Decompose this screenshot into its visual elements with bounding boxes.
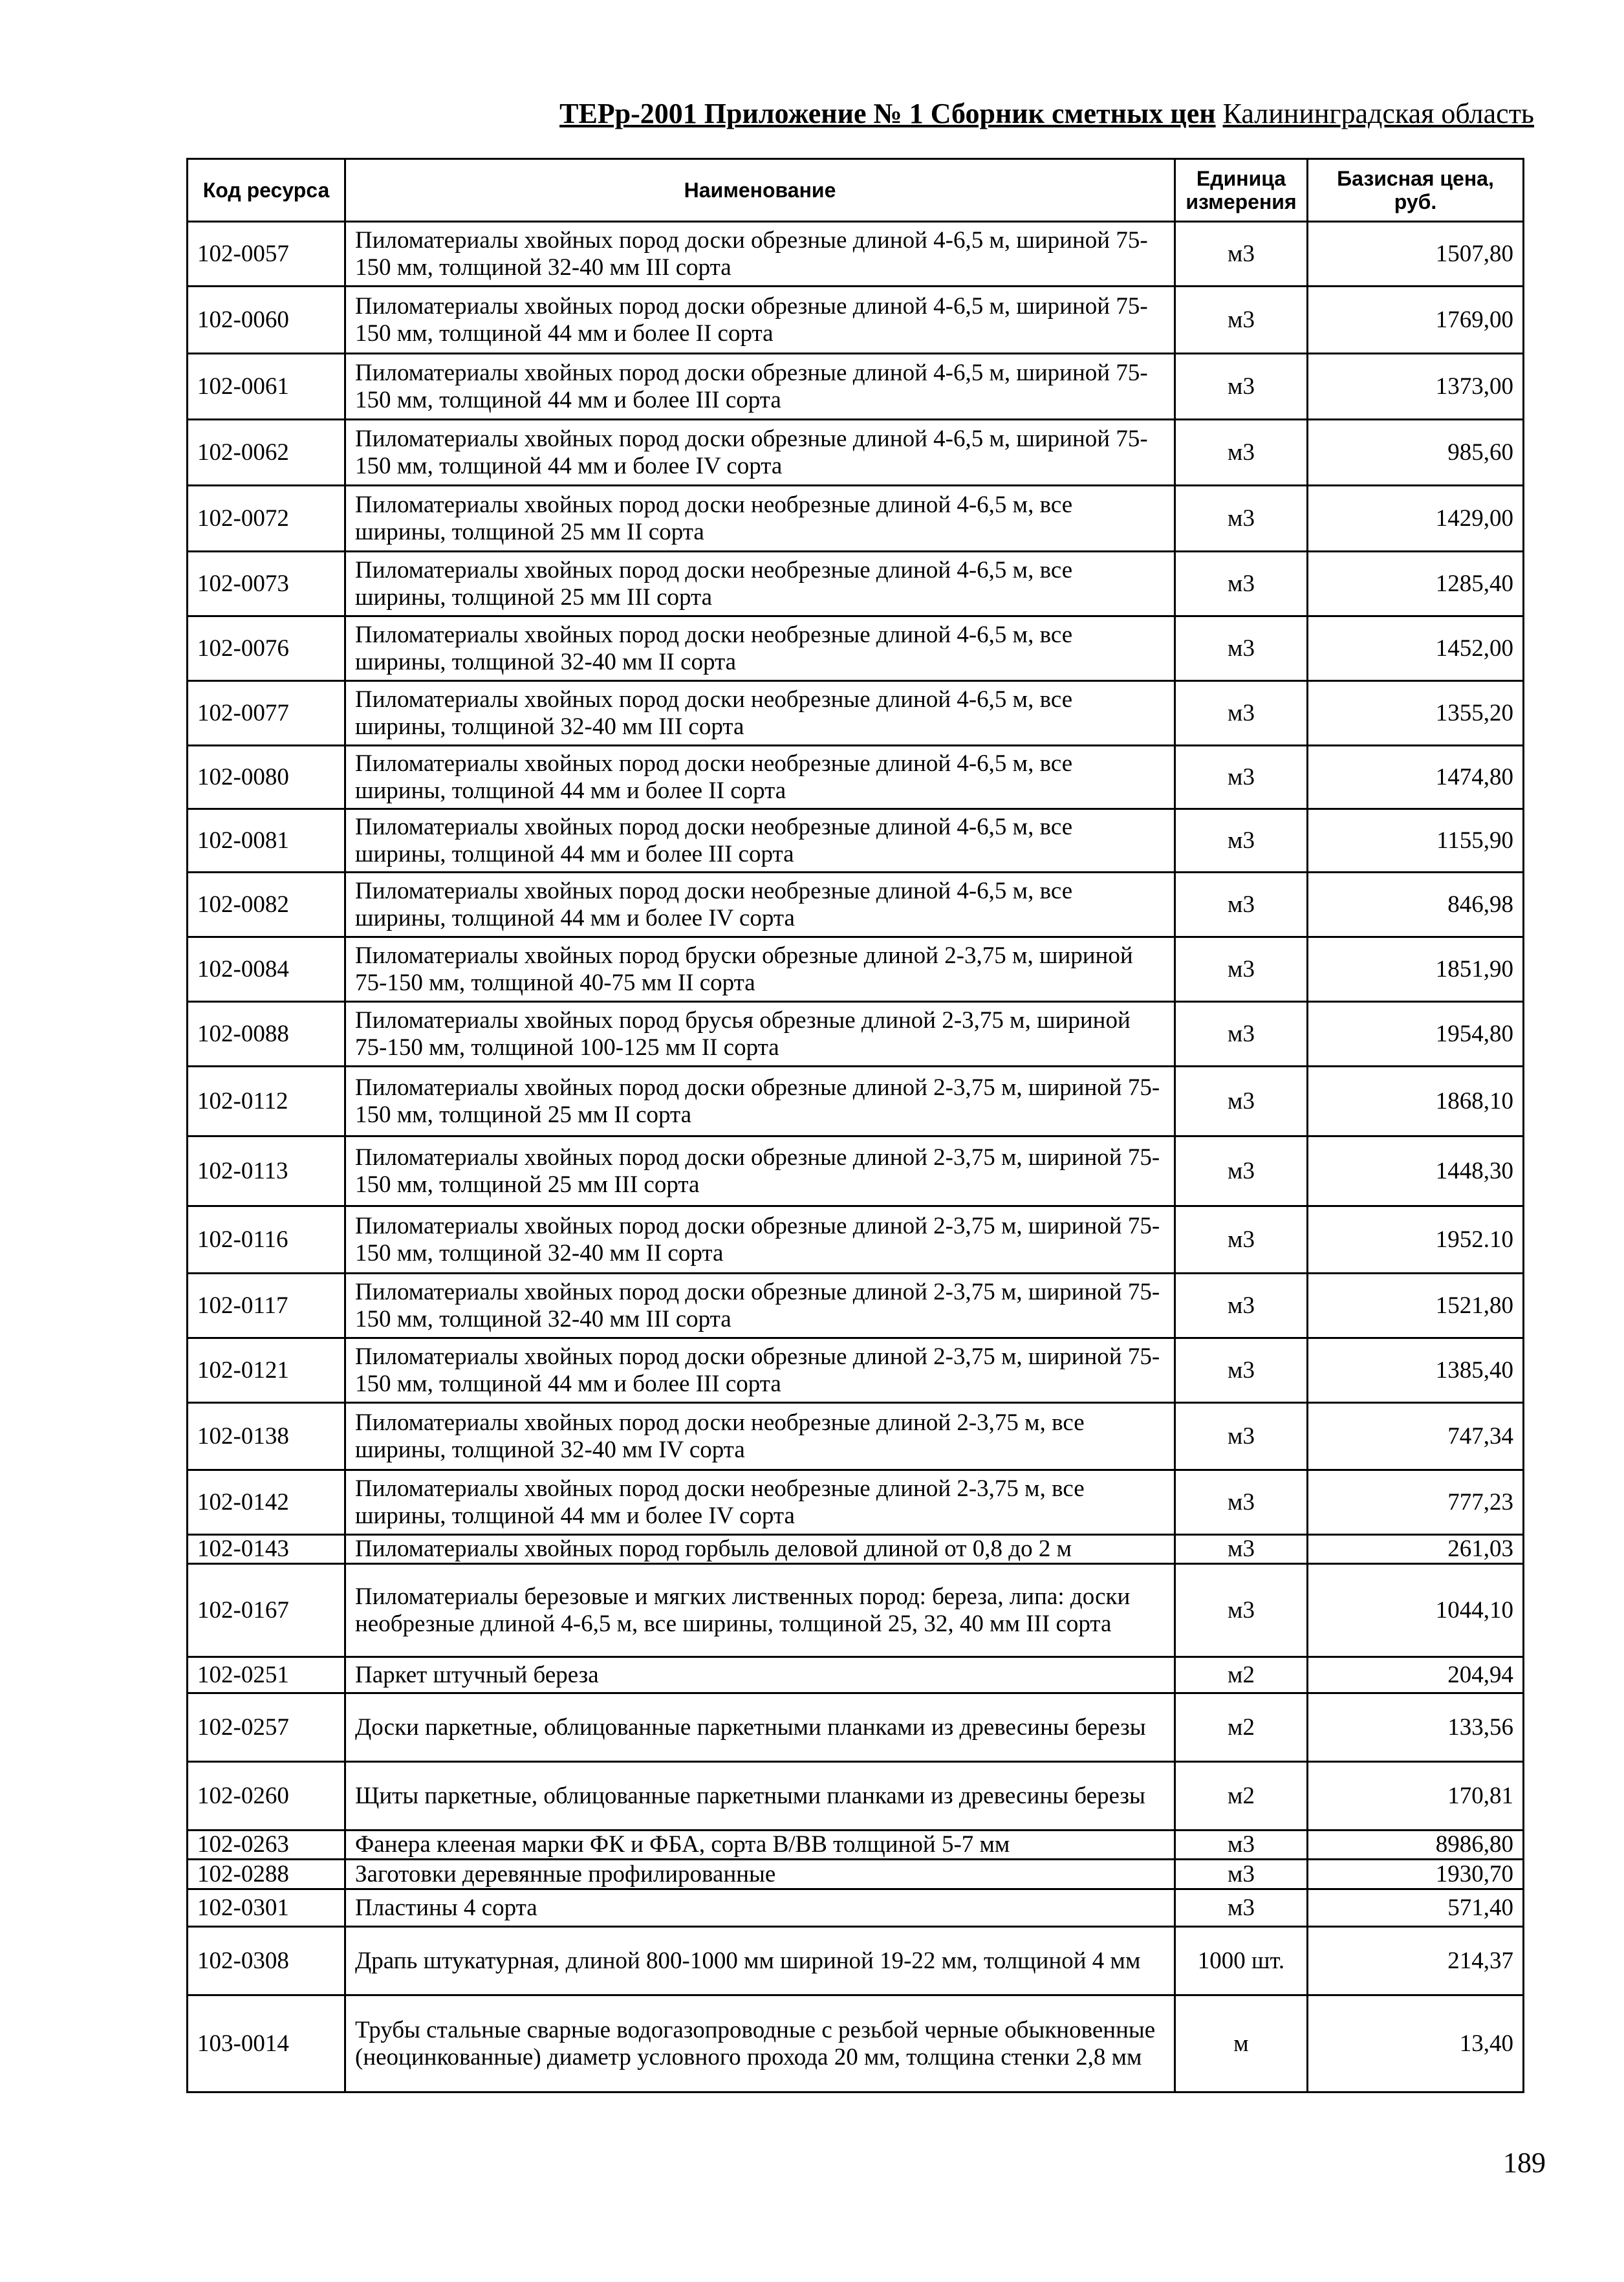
resource-code-cell: 102-0251 [188,1657,345,1693]
resource-name-cell: Щиты паркетные, облицованные паркетными планками из древесины березы [345,1762,1175,1831]
unit-cell: м3 [1175,354,1308,420]
resource-name-cell: Пиломатериалы хвойных пород доски обрезные длиной 2-3,75 м, шириной 75-150 мм, толщиной 25 мм III сорта [345,1136,1175,1206]
unit-cell: м3 [1175,746,1308,809]
table-row [188,1927,1524,1995]
resource-name-cell: Пиломатериалы хвойных пород доски обрезные длиной 4-6,5 м, шириной 75-150 мм, толщиной 44 мм и более II сорта [345,287,1175,354]
resource-code-cell: 102-0072 [188,486,345,552]
unit-cell: м3 [1175,1403,1308,1470]
price-cell: 214,37 [1308,1927,1524,1995]
unit-cell: м3 [1175,287,1308,354]
unit-cell: м3 [1175,486,1308,552]
unit-cell: м [1175,1995,1308,2092]
unit-cell: м2 [1175,1693,1308,1762]
price-cell: 1930,70 [1308,1860,1524,1889]
resource-name-cell: Драпь штукатурная, длиной 800-1000 мм шириной 19-22 мм, толщиной 4 мм [345,1927,1175,1995]
resource-code-cell: 102-0080 [188,746,345,809]
resource-name-cell: Пиломатериалы хвойных пород доски обрезные длиной 4-6,5 м, шириной 75-150 мм, толщиной 32-40 мм III сорта [345,222,1175,287]
price-cell: 1868,10 [1308,1067,1524,1136]
resource-code-cell: 102-0060 [188,287,345,354]
price-cell: 133,56 [1308,1693,1524,1762]
price-cell: 1507,80 [1308,222,1524,287]
resource-code-cell: 102-0301 [188,1889,345,1927]
unit-cell: м3 [1175,1136,1308,1206]
resource-name-cell: Пиломатериалы хвойных пород доски необрезные длиной 4-6,5 м, все ширины, толщиной 44 мм и более IV сорта [345,873,1175,937]
resource-name-cell: Фанера клееная марки ФК и ФБА, сорта В/ВВ толщиной 5-7 мм [345,1831,1175,1860]
table-row [188,287,1524,354]
table-row [188,486,1524,552]
page-header [0,96,1534,132]
resource-code-cell: 102-0116 [188,1206,345,1274]
resource-code-cell: 102-0308 [188,1927,345,1995]
resource-name-cell: Пиломатериалы хвойных пород доски необрезные длиной 4-6,5 м, все ширины, толщиной 44 мм и более III сорта [345,809,1175,873]
table-row [188,1338,1524,1403]
price-cell: 571,40 [1308,1889,1524,1927]
unit-cell: м3 [1175,1067,1308,1136]
table-row [188,420,1524,486]
table-row [188,1403,1524,1470]
price-cell: 1155,90 [1308,809,1524,873]
resource-code-cell: 102-0257 [188,1693,345,1762]
unit-cell: м3 [1175,616,1308,681]
resource-name-cell: Трубы стальные сварные водогазопроводные с резьбой черные обыкновенные (неоцинкованные) диаметр условного прохода 20 мм, толщина стенки 2,8 мм [345,1995,1175,2092]
unit-cell: м3 [1175,1002,1308,1067]
resource-code-cell: 102-0073 [188,552,345,616]
resource-name-cell: Пиломатериалы хвойных пород доски необрезные длиной 2-3,75 м, все ширины, толщиной 32-40 мм IV сорта [345,1403,1175,1470]
resource-code-cell: 102-0260 [188,1762,345,1831]
resource-code-cell: 102-0113 [188,1136,345,1206]
resource-code-cell: 102-0084 [188,937,345,1002]
table-row [188,1860,1524,1889]
resource-name-cell: Пиломатериалы хвойных пород доски необрезные длиной 4-6,5 м, все ширины, толщиной 25 мм III сорта [345,552,1175,616]
price-cell: 777,23 [1308,1470,1524,1535]
unit-cell: м3 [1175,222,1308,287]
resource-code-cell: 102-0167 [188,1564,345,1657]
table-row [188,616,1524,681]
table-row [188,1136,1524,1206]
resource-code-cell: 102-0088 [188,1002,345,1067]
price-cell: 1385,40 [1308,1338,1524,1403]
unit-cell: м3 [1175,1889,1308,1927]
table-row [188,1274,1524,1338]
resource-code-cell: 102-0143 [188,1535,345,1564]
resource-name-cell: Пиломатериалы хвойных пород доски обрезные длиной 2-3,75 м, шириной 75-150 мм, толщиной 25 мм II сорта [345,1067,1175,1136]
resource-code-cell: 102-0057 [188,222,345,287]
price-cell: 8986,80 [1308,1831,1524,1860]
column-header-name: Наименование [345,159,1175,222]
unit-cell: м3 [1175,873,1308,937]
price-cell: 1769,00 [1308,287,1524,354]
price-cell: 1851,90 [1308,937,1524,1002]
resource-name-cell: Пиломатериалы хвойных пород доски необрезные длиной 4-6,5 м, все ширины, толщиной 32-40 мм III сорта [345,681,1175,746]
unit-cell: м3 [1175,937,1308,1002]
unit-cell: м3 [1175,552,1308,616]
price-cell: 747,34 [1308,1403,1524,1470]
price-cell: 1954,80 [1308,1002,1524,1067]
resource-code-cell: 102-0117 [188,1274,345,1338]
resource-code-cell: 102-0062 [188,420,345,486]
table-row [188,552,1524,616]
resource-name-cell: Пиломатериалы хвойных пород доски необрезные длиной 4-6,5 м, все ширины, толщиной 32-40 мм II сорта [345,616,1175,681]
resource-name-cell: Пиломатериалы хвойных пород доски обрезные длиной 4-6,5 м, шириной 75-150 мм, толщиной 44 мм и более III сорта [345,354,1175,420]
table-row [188,746,1524,809]
table-row [188,1995,1524,2092]
price-cell: 13,40 [1308,1995,1524,2092]
table-row [188,354,1524,420]
column-header-unit: Единица измерения [1175,159,1308,222]
price-cell: 1285,40 [1308,552,1524,616]
table-header-row [188,159,1524,222]
column-header-price: Базисная цена, руб. [1308,159,1524,222]
price-cell: 1521,80 [1308,1274,1524,1338]
resource-name-cell: Пиломатериалы хвойных пород доски необрезные длиной 2-3,75 м, все ширины, толщиной 44 мм и более IV сорта [345,1470,1175,1535]
page-number: 189 [1503,2147,1546,2179]
unit-cell: м3 [1175,1831,1308,1860]
price-cell: 1452,00 [1308,616,1524,681]
resource-code-cell: 102-0077 [188,681,345,746]
unit-cell: м3 [1175,809,1308,873]
table-row [188,1693,1524,1762]
unit-cell: м3 [1175,1860,1308,1889]
unit-cell: м3 [1175,1564,1308,1657]
resource-price-table [186,158,1524,2093]
price-cell: 1474,80 [1308,746,1524,809]
unit-cell: 1000 шт. [1175,1927,1308,1995]
resource-name-cell: Пиломатериалы хвойных пород доски обрезные длиной 2-3,75 м, шириной 75-150 мм, толщиной 44 мм и более III сорта [345,1338,1175,1403]
price-cell: 261,03 [1308,1535,1524,1564]
table-row [188,809,1524,873]
column-header-code: Код ресурса [188,159,345,222]
resource-code-cell: 102-0112 [188,1067,345,1136]
table-row [188,681,1524,746]
table-row [188,1831,1524,1860]
resource-name-cell: Пиломатериалы березовые и мягких лиственных пород: береза, липа: доски необрезные длиной 4-6,5 м, все ширины, толщиной 25, 32, 40 мм III сорта [345,1564,1175,1657]
resource-code-cell: 102-0076 [188,616,345,681]
price-cell: 1373,00 [1308,354,1524,420]
price-cell: 1355,20 [1308,681,1524,746]
resource-name-cell: Паркет штучный береза [345,1657,1175,1693]
resource-code-cell: 102-0081 [188,809,345,873]
table-row [188,1564,1524,1657]
unit-cell: м3 [1175,1338,1308,1403]
table-row [188,1002,1524,1067]
unit-cell: м2 [1175,1657,1308,1693]
price-cell: 1044,10 [1308,1564,1524,1657]
resource-name-cell: Пиломатериалы хвойных пород доски обрезные длиной 2-3,75 м, шириной 75-150 мм, толщиной 32-40 мм III сорта [345,1274,1175,1338]
table-row [188,222,1524,287]
resource-name-cell: Заготовки деревянные профилированные [345,1860,1175,1889]
table-row [188,937,1524,1002]
document-title: ТЕРр-2001 Приложение № 1 Сборник сметных цен [559,98,1216,129]
region-name: Калининградская область [1222,98,1534,129]
resource-name-cell: Пиломатериалы хвойных пород брусья обрезные длиной 2-3,75 м, шириной 75-150 мм, толщиной 100-125 мм II сорта [345,1002,1175,1067]
resource-code-cell: 102-0082 [188,873,345,937]
price-cell: 1952.10 [1308,1206,1524,1274]
unit-cell: м2 [1175,1762,1308,1831]
unit-cell: м3 [1175,420,1308,486]
unit-cell: м3 [1175,681,1308,746]
resource-code-cell: 102-0288 [188,1860,345,1889]
table-row [188,1067,1524,1136]
resource-name-cell: Пиломатериалы хвойных пород доски необрезные длиной 4-6,5 м, все ширины, толщиной 25 мм II сорта [345,486,1175,552]
resource-name-cell: Пластины 4 сорта [345,1889,1175,1927]
price-cell: 985,60 [1308,420,1524,486]
table-row [188,1206,1524,1274]
resource-code-cell: 102-0121 [188,1338,345,1403]
unit-cell: м3 [1175,1535,1308,1564]
table-row [188,1535,1524,1564]
resource-name-cell: Доски паркетные, облицованные паркетными планками из древесины березы [345,1693,1175,1762]
price-cell: 204,94 [1308,1657,1524,1693]
resource-code-cell: 102-0142 [188,1470,345,1535]
table-row [188,873,1524,937]
resource-name-cell: Пиломатериалы хвойных пород доски обрезные длиной 2-3,75 м, шириной 75-150 мм, толщиной 32-40 мм II сорта [345,1206,1175,1274]
price-cell: 1448,30 [1308,1136,1524,1206]
resource-name-cell: Пиломатериалы хвойных пород доски необрезные длиной 4-6,5 м, все ширины, толщиной 44 мм и более II сорта [345,746,1175,809]
table-row [188,1889,1524,1927]
resource-name-cell: Пиломатериалы хвойных пород горбыль деловой длиной от 0,8 до 2 м [345,1535,1175,1564]
resource-name-cell: Пиломатериалы хвойных пород бруски обрезные длиной 2-3,75 м, шириной 75-150 мм, толщиной 40-75 мм II сорта [345,937,1175,1002]
price-cell: 846,98 [1308,873,1524,937]
resource-code-cell: 102-0138 [188,1403,345,1470]
unit-cell: м3 [1175,1206,1308,1274]
table-row [188,1470,1524,1535]
price-cell: 1429,00 [1308,486,1524,552]
unit-cell: м3 [1175,1470,1308,1535]
price-cell: 170,81 [1308,1762,1524,1831]
resource-code-cell: 102-0263 [188,1831,345,1860]
resource-code-cell: 103-0014 [188,1995,345,2092]
unit-cell: м3 [1175,1274,1308,1338]
table-row [188,1657,1524,1693]
resource-name-cell: Пиломатериалы хвойных пород доски обрезные длиной 4-6,5 м, шириной 75-150 мм, толщиной 44 мм и более IV сорта [345,420,1175,486]
resource-code-cell: 102-0061 [188,354,345,420]
table-row [188,1762,1524,1831]
